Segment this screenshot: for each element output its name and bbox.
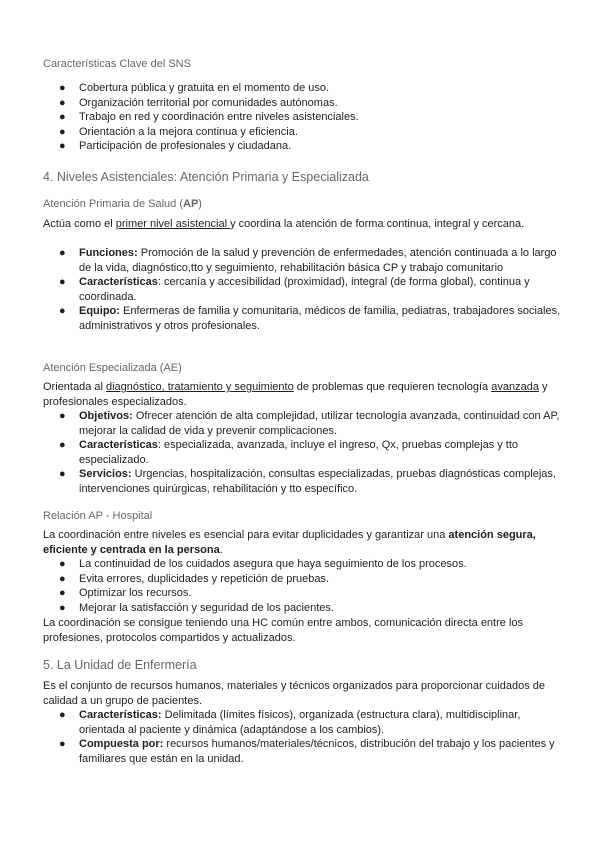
list-item: ● Funciones: Promoción de la salud y prevención de enfermedades, atención continuada a lo largo de la vida, diagnóstico,tto y seguimiento, rehabilitación básica CP y trabajo comunitario xyxy=(59,247,557,274)
relacion-list xyxy=(43,557,563,615)
list-item: ● Organización territorial por comunidades autónomas. xyxy=(59,96,338,109)
bullet-icon: ● xyxy=(59,247,66,259)
list-item: ● Características: especializada, avanzada, incluye el ingreso, Qx, pruebas complejas y tto especializado. xyxy=(59,439,519,466)
bullet-icon: ● xyxy=(59,601,66,614)
bullet-icon: ● xyxy=(59,140,66,153)
list-item: ● Trabajo en red y coordinación entre niveles asistenciales. xyxy=(59,111,359,124)
bullet-icon: ● xyxy=(59,738,66,751)
sns-list xyxy=(43,81,563,154)
sns-heading: Características Clave del SNS xyxy=(43,58,191,70)
ae-intro: Orientada al diagnóstico, tratamiento y seguimiento de problemas que requieren tecnología avanzada y profesionales especializados. xyxy=(43,381,548,408)
list-item: ● Características: cercanía y accesibilidad (proximidad), integral (de forma global), continua y coordinada. xyxy=(59,276,530,303)
list-item: ● La continuidad de los cuidados asegura que haya seguimiento de los procesos. xyxy=(59,558,467,570)
list-item: ● Cobertura pública y gratuita en el momento de uso. xyxy=(59,82,330,94)
list-item: ● Orientación a la mejora continua y eficiencia. xyxy=(59,125,298,138)
list-item: ● Optimizar los recursos. xyxy=(59,587,192,600)
ae-list xyxy=(43,409,563,497)
bullet-icon: ● xyxy=(59,111,66,124)
ap-intro: Actúa como el primer nivel asistencial y coordina la atención de forma continua, integral y cercana. xyxy=(43,218,525,230)
list-item: ● Mejorar la satisfacción y seguridad de los pacientes. xyxy=(59,601,334,614)
ae-heading: Atención Especializada (AE) xyxy=(43,362,182,374)
bullet-icon: ● xyxy=(59,276,66,289)
bullet-icon: ● xyxy=(59,410,66,422)
bullet-icon: ● xyxy=(59,468,66,481)
bullet-icon: ● xyxy=(59,96,66,109)
bullet-icon: ● xyxy=(59,572,66,585)
relacion-heading: Relación AP - Hospital xyxy=(43,510,153,522)
bullet-icon: ● xyxy=(59,305,66,318)
ap-heading: Atención Primaria de Salud (AP) xyxy=(43,198,202,210)
list-item: ● Participación de profesionales y ciudadana. xyxy=(59,140,292,153)
niveles-heading: 4. Niveles Asistenciales: Atención Primaria y Especializada xyxy=(43,170,369,184)
relacion-closing: La coordinación se consigue teniendo una HC común entre ambos, comunicación directa entre los profesiones, protocolos compartidos y actualizados. xyxy=(43,617,524,644)
list-item: ● Objetivos: Ofrecer atención de alta complejidad, utilizar tecnología avanzada, continuidad con AP, mejorar la calidad de vida y prevenir complicaciones. xyxy=(59,410,560,437)
bullet-icon: ● xyxy=(59,82,66,94)
bullet-icon: ● xyxy=(59,709,66,721)
bullet-icon: ● xyxy=(59,587,66,600)
bullet-icon: ● xyxy=(59,439,66,452)
unidad-intro: Es el conjunto de recursos humanos, materiales y técnicos organizados para proporcionar cuidados de calidad a un grupo de pacientes. xyxy=(43,680,546,707)
list-item: ● Evita errores, duplicidades y repetición de pruebas. xyxy=(59,572,330,585)
list-item: ● Compuesta por: recursos humanos/materiales/técnicos, distribución del trabajo y los pacientes y familiares que están en la unidad. xyxy=(59,738,555,765)
relacion-intro: La coordinación entre niveles es esencial para evitar duplicidades y garantizar una atención segura, eficiente y centrada en la persona. xyxy=(43,529,536,556)
ap-list xyxy=(43,246,563,334)
bullet-icon: ● xyxy=(59,558,66,570)
unidad-heading: 5. La Unidad de Enfermería xyxy=(43,658,197,672)
list-item: ● Equipo: Enfermeras de familia y comunitaria, médicos de familia, pediatras, trabajadores sociales, administrativos y otros profesionales. xyxy=(59,305,561,332)
list-item: ● Características: Delimitada (límites físicos), organizada (estructura clara), multidisciplinar, orientada al paciente y dinámica (adaptándose a los cambios). xyxy=(59,709,521,736)
bullet-icon: ● xyxy=(59,125,66,138)
list-item: ● Servicios: Urgencias, hospitalización, consultas especializadas, pruebas diagnósticas complejas, intervenciones quirúrgicas, rehabilitación y tto específico. xyxy=(59,468,556,495)
unidad-list xyxy=(43,708,563,766)
